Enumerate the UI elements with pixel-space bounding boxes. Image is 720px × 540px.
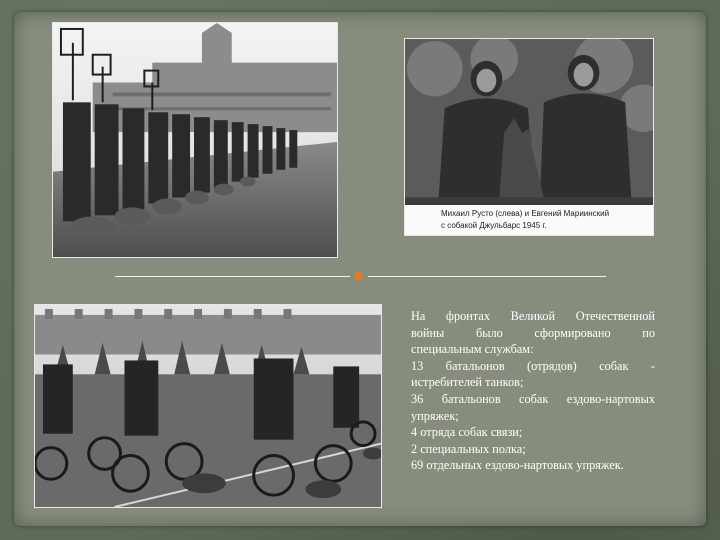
item-1-line-2: истребителей танков; — [411, 375, 524, 390]
item-3: 4 отряда собак связи; — [411, 425, 523, 440]
divider-line-left — [115, 276, 350, 277]
cyclists-photo-drawing — [35, 305, 381, 507]
item-5: 69 отдельных ездово-нартовых упряжек. — [411, 458, 624, 473]
item-2-line-2: упряжек; — [411, 408, 459, 423]
portrait-caption — [405, 205, 653, 235]
parade-photo — [52, 22, 338, 258]
cyclists-photo — [34, 304, 382, 508]
statistics-text — [411, 308, 655, 474]
divider-line-right — [368, 276, 606, 277]
item-4: 2 специальных полка; — [411, 441, 526, 456]
portrait-photo — [404, 38, 654, 236]
portrait-caption-line1: Михаил Русто (слева) и Евгений Мариинский — [441, 209, 610, 218]
item-2-line-1: 36 батальонов собак ездово-нартовых — [411, 391, 655, 406]
intro-line-1: На фронтах Великой Отечественной — [411, 309, 655, 323]
parade-photo-drawing — [53, 23, 337, 257]
item-1-line-1: 13 батальонов (отрядов) собак - — [411, 358, 655, 373]
intro-line-3: специальным службам: — [411, 342, 534, 357]
portrait-caption-line2: с собакой Джульбарс 1945 г. — [441, 221, 547, 230]
intro-line-2: войны было сформировано по — [411, 325, 655, 340]
divider-dot — [354, 272, 363, 281]
